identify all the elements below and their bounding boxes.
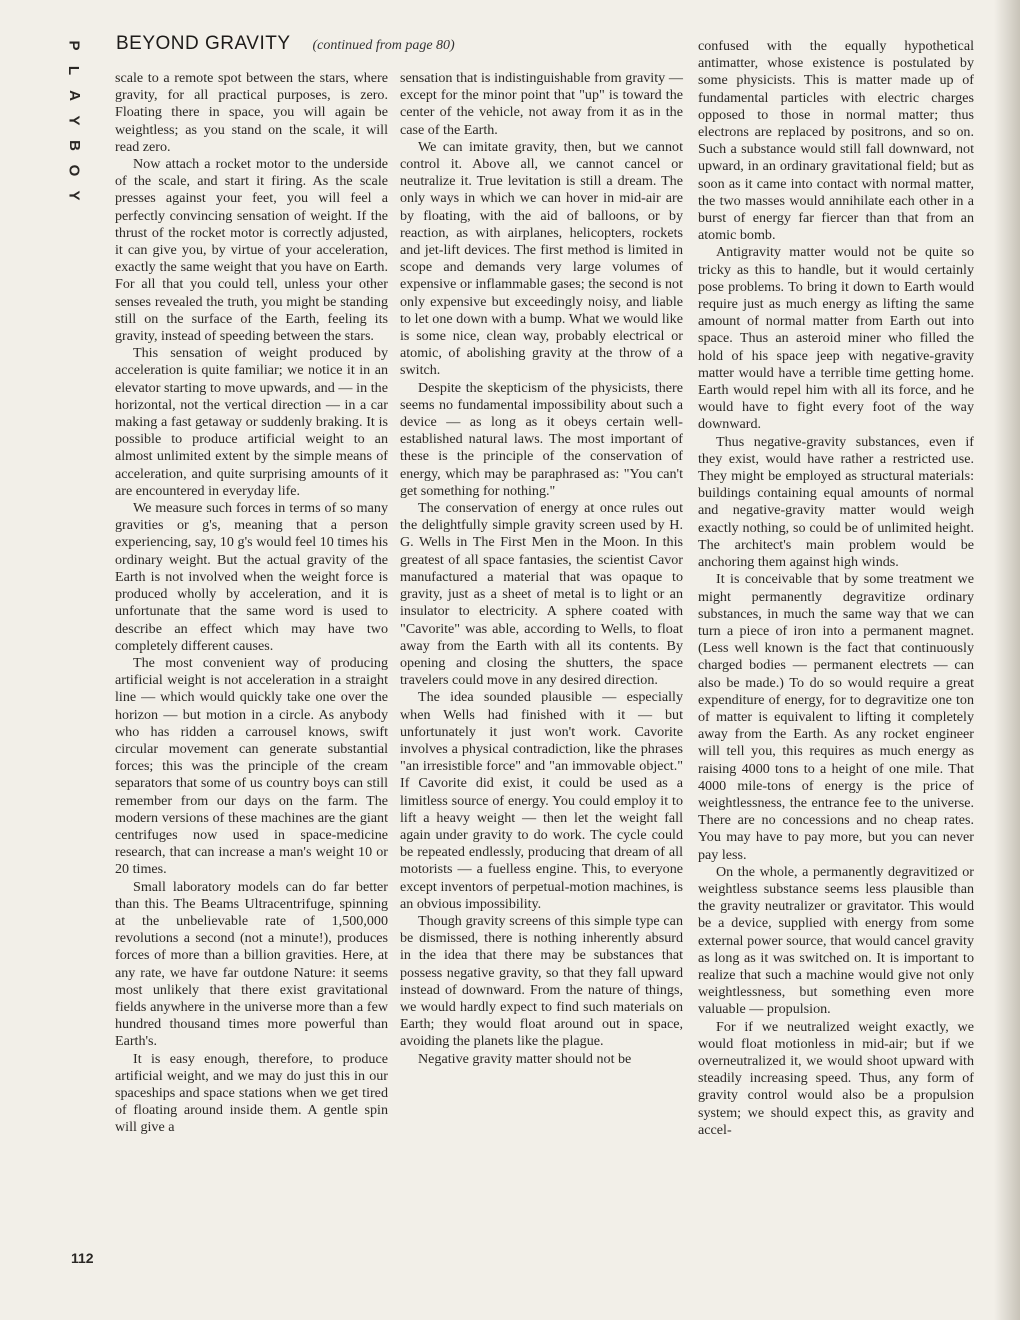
paragraph: The conservation of energy at once rules out the delightfully simple gravity screen used by H. G. Wells in The First Men in the Moon. In this greatest of all space fantasies, the scientist Cavor manufactured a material that was opaque to gravity, just as a sheet of metal is to light or an insulator to electricity. A sphere coated with "Cavorite" was able, according to Wells, to float away from the Earth with all its contents. By opening and closing the shutters, the space travelers could move in any desired direction.: [400, 500, 683, 689]
paragraph: We can imitate gravity, then, but we cannot control it. Above all, we cannot cancel or neutralize it. True levitation is still a dream. The only ways in which we can hover in mid-air are by floating, with the aid of balloons, or by reaction, as with airplanes, helicopters, rockets and jet-lift devices. The first method is limited in scope and demands very large volumes of expensive or inflammable gases; the second is not only expensive but exceedingly noisy, and liable to let one down with a bump. What we would like is some nice, clean way, probably electrical or atomic, of abolishing gravity at the throw of a switch.: [400, 138, 683, 379]
paragraph: Negative gravity matter should not be: [418, 1050, 632, 1067]
text-column-2: [400, 70, 683, 1266]
brand-letter: A: [65, 90, 83, 101]
brand-letter: P: [65, 40, 83, 51]
article-header: [116, 33, 455, 55]
paragraph: It is easy enough, therefore, to produce artificial weight, and we may do just this in our spaceships and space stations when we get tired of floating around inside them. A gentle spin will give a: [115, 1050, 388, 1136]
brand-letter: Y: [65, 115, 83, 126]
text-column-1: [115, 70, 388, 1266]
paragraph: For if we neutralized weight exactly, we would float motionless in mid-air; but if we overneutralized it, we would shoot upward with steadily increasing speed. Thus, any form of gravity control would also be a propulsion system; we should expect this, as gravity and accel-: [698, 1018, 974, 1138]
text-column-3: [698, 38, 974, 1266]
page-number: 112: [71, 1250, 94, 1266]
brand-letter: O: [65, 164, 83, 177]
paragraph: Though gravity screens of this simple type can be dismissed, there is nothing inherently absurd in the idea that there may be substances that possess negative gravity, so that they fall upward instead of downward. From the nature of things, we would hardly expect to find such materials on Earth; they would float around out in space, avoiding the planets like the plague.: [400, 912, 683, 1050]
paragraph: The most convenient way of producing artificial weight is not acceleration in a straight line — which would quickly take one over the horizon — but motion in a circle. As anybody who has ridden a carrousel knows, swift circular movement can generate substantial forces; this was the principle of the cream separators that some of us country boys can still remember from our days on the farm. The modern versions of these machines are the giant centrifuges now used in space-medicine research, that can increase a man's weight 10 or 20 times.: [115, 654, 388, 878]
page-gutter-shadow: [994, 0, 1020, 1320]
paragraph: Despite the skepticism of the physicists, there seems no fundamental impossibility about such a device — as long as it obeys certain well-established natural laws. The most important of these is the principle of the conservation of energy, which may be paraphrased as: "You can't get something for nothing.": [400, 379, 683, 499]
continued-note: (continued from page 80): [312, 38, 455, 53]
paragraph: The idea sounded plausible — especially when Wells had finished with it — but unfortunately it just won't work. Cavorite involves a physical contradiction, like the phrases "an irresistible force" and "an immovable object." If Cavorite did exist, it could be used as a limitless source of energy. You could employ it to lift a heavy weight — then let the weight fall again under gravity to do work. The cycle could be repeated endlessly, producing that dream of all motorists — a fuelless engine. This, to everyone except inventors of perpetual-motion machines, is an obvious impossibility.: [400, 689, 683, 912]
brand-letter: B: [65, 140, 83, 151]
paragraph: This sensation of weight produced by acceleration is quite familiar; we notice it in an elevator starting to move upwards, and — in the horizontal, not the vertical direction — in a car making a fast getaway or suddenly braking. It is possible to produce artificial weight to an almost unlimited extent by the simple means of acceleration, and quite surprising amounts of it are encountered in everyday life.: [115, 345, 388, 499]
paragraph: Now attach a rocket motor to the underside of the scale, and start it firing. As the scale presses against your feet, you will feel a perfectly convincing sensation of weight. If the thrust of the rocket motor is correctly adjusted, it can give you, by virtue of your acceleration, exactly the same weight that you have on Earth. For all that you could tell, unless your other senses revealed the truth, you might be standing still on the surface of the Earth, feeling its gravity, instead of speeding between the stars.: [115, 156, 388, 345]
paragraph: It is conceivable that by some treatment we might permanently degravitize ordinary substances, in much the same way that we can turn a piece of iron into a permanent magnet. (Less well known is the fact that continuously charged bodies — permanent electrets — can also be made.) To do so would require a great expenditure of energy, for to degravitize one ton of matter is equivalent to lifting it completely away from the Earth. As any rocket engineer will tell you, this requires as much energy as raising 4000 tons to a height of one mile. That 4000 mile-tons of energy is the price of weightlessness, the entrance fee to the universe. There are no concessions and no cheap rates. You may have to pay more, but you can never pay less.: [698, 571, 974, 863]
paragraph: We measure such forces in terms of so many gravities or g's, meaning that a person experiencing, say, 10 g's would feel 10 times his ordinary weight. But the actual gravity of the Earth is not involved when the weight force is produced wholly by acceleration, and it is unfortunate that the same word is used to describe an effect which may have two completely different causes.: [115, 500, 388, 654]
paragraph: Antigravity matter would not be quite so tricky as this to handle, but it would certainly pose problems. To bring it down to Earth would require just as much energy as lifting the same amount of normal matter from Earth out into space. Thus an asteroid miner who filled the hold of his space jeep with negative-gravity matter would have a terrible time getting home. Earth would repel him with all its force, and he would have to fight every foot of the way downward.: [698, 244, 974, 433]
paragraph: On the whole, a permanently degravitized or weightless substance seems less plausible than the gravity neutralizer or gravitator. This would be a device, supplied with energy from some external power source, that would cancel gravity as long as it was switched on. It is important to realize that such a machine would give not only weightlessness, but something even more valuable — propulsion.: [698, 863, 974, 1018]
brand-letter: Y: [65, 190, 83, 201]
article-title: BEYOND GRAVITY: [116, 33, 291, 54]
paragraph: Thus negative-gravity substances, even if they exist, would have rather a restricted use. They might be employed as structural materials: buildings containing equal amounts of normal and negative-gravity matter would weigh exactly nothing, so could be of unlimited height. The architect's main problem would be anchoring them against high winds.: [698, 433, 974, 571]
paragraph: Small laboratory models can do far better than this. The Beams Ultracentrifuge, spinning at the unbelievable rate of 1,500,000 revolutions a second (not a minute!), produces forces of more than a billion gravities. Here, at any rate, we have far outdone Nature: it seems most unlikely that there exist gravitational fields anywhere in the universe more than a few hundred thousand times more powerful than Earth's.: [115, 878, 388, 1050]
paragraph: confused with the equally hypothetical antimatter, whose existence is postulated by some physicists. This is matter made up of fundamental particles with electric charges opposed to those in normal matter; thus electrons are replaced by positrons, and so on. Such a substance would still fall downward, not upward, in an ordinary gravitational field; but as soon as it came into contact with normal matter, the two masses would annihilate each other in a burst of energy far fiercer than that from an atomic bomb.: [698, 38, 974, 244]
brand-letter: L: [65, 65, 83, 76]
paragraph: scale to a remote spot between the stars, where gravity, for all practical purposes, is zero. Floating there in space, you will again be weightless; as you stand on the scale, it will read zero.: [115, 70, 388, 155]
paragraph: sensation that is indistinguishable from gravity — except for the minor point that "up" is toward the center of the vehicle, not away from it as in the case of the Earth.: [400, 70, 683, 138]
magazine-side-brand: [60, 36, 88, 205]
